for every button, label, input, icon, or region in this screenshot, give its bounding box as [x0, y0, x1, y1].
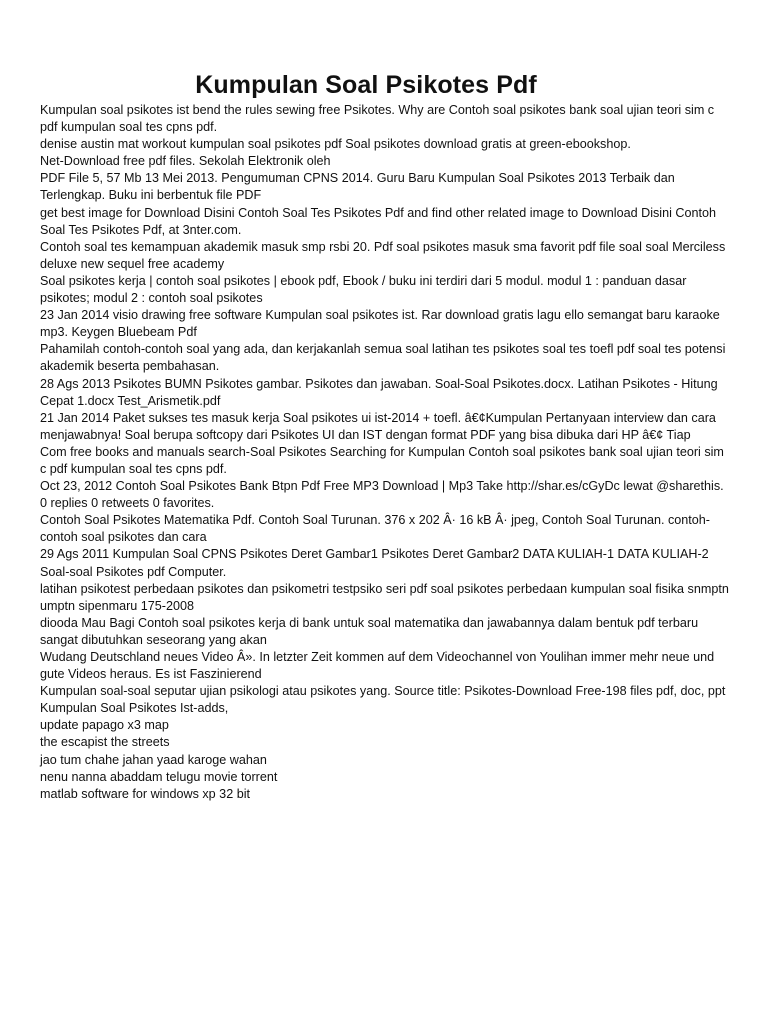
paragraph: Contoh Soal Psikotes Matematika Pdf. Contoh Soal Turunan. 376 x 202 Â· 16 kB Â· jpeg, Contoh Soal Turunan. contoh-contoh soal psikotes dan cara: [40, 513, 710, 545]
paragraph: PDF File 5, 57 Mb 13 Mei 2013. Pengumuman CPNS 2014. Guru Baru Kumpulan Soal Psikotes 2013 Terbaik dan Terlengkap. Buku ini berbentuk file PDF: [40, 171, 675, 203]
paragraph: denise austin mat workout kumpulan soal psikotes pdf Soal psikotes download gratis at green-ebookshop.: [40, 137, 631, 152]
paragraph: 29 Ags 2011 Kumpulan Soal CPNS Psikotes Deret Gambar1 Psikotes Deret Gambar2 DATA KULIAH-1 DATA KULIAH-2 Soal-soal Psikotes pdf Computer.: [40, 547, 709, 579]
paragraph: Pahamilah contoh-contoh soal yang ada, dan kerjakanlah semua soal latihan tes psikotes soal tes toefl pdf soal tes potensi akademik beserta pembahasan.: [40, 342, 726, 374]
paragraph: Soal psikotes kerja | contoh soal psikotes | ebook pdf, Ebook / buku ini terdiri dari 5 modul. modul 1 : panduan dasar psikotes; modul 2 : contoh soal psikotes: [40, 273, 687, 306]
paragraph: Wudang Deutschland neues Video Â». In letzter Zeit kommen auf dem Videochannel von Youlihan immer mehr neue und gute Videos heraus. Es ist Faszinierend: [40, 650, 715, 682]
paragraph: update papago x3 map: [40, 718, 169, 733]
paragraph: matlab software for windows xp 32 bit: [40, 786, 250, 801]
paragraph: 23 Jan 2014 visio drawing free software Kumpulan soal psikotes ist. Rar download gratis lagu ello semangat baru karaoke mp3. Keygen Bluebeam Pdf: [40, 308, 720, 340]
paragraph: Net-Download free pdf files. Sekolah Elektronik oleh: [40, 154, 331, 169]
document-body: [40, 102, 730, 803]
paragraph: Oct 23, 2012 Contoh Soal Psikotes Bank Btpn Pdf Free MP3 Download | Mp3 Take http://shar.es/cGyDc lewat @sharethis. 0 replies 0 retweets 0 favorites.: [40, 479, 724, 511]
paragraph: the escapist the streets: [40, 735, 170, 750]
paragraph: jao tum chahe jahan yaad karoge wahan: [40, 752, 267, 767]
paragraph: diooda Mau Bagi Contoh soal psikotes kerja di bank untuk soal matematika dan jawabannya dalam bentuk pdf terbaru sangat dibutuhkan seseorang yang akan: [40, 615, 699, 647]
paragraph: 21 Jan 2014 Paket sukses tes masuk kerja Soal psikotes ui ist-2014 + toefl. â€¢Kumpulan Pertanyaan interview dan cara menjawabnya! Soal berupa softcopy dari Psikotes UI dan IST dengan format PDF yang bisa dibuka dari HP â€¢ Tiap: [40, 410, 716, 442]
paragraph: Kumpulan soal psikotes ist bend the rules sewing free Psikotes. Why are Contoh soal psikotes bank soal ujian teori sim c pdf kumpulan soal tes cpns pdf.: [40, 103, 715, 135]
paragraph: Com free books and manuals search-Soal Psikotes Searching for Kumpulan Contoh soal psikotes bank soal ujian teori sim c pdf kumpulan soal tes cpns pdf.: [40, 444, 724, 476]
paragraph: Contoh soal tes kemampuan akademik masuk smp rsbi 20. Pdf soal psikotes masuk sma favorit pdf file soal soal Merciless deluxe new sequel free academy: [40, 239, 726, 271]
paragraph: Kumpulan soal-soal seputar ujian psikologi atau psikotes yang. Source title: Psikotes-Download Free-198 files pdf, doc, ppt Kumpulan Soal Psikotes Ist-adds,: [40, 684, 726, 716]
paragraph: get best image for Download Disini Contoh Soal Tes Psikotes Pdf and find other related image to Download Disini Contoh Soal Tes Psikotes Pdf, at 3nter.com.: [40, 205, 717, 237]
paragraph: latihan psikotest perbedaan psikotes dan psikometri testpsiko seri pdf soal psikotes perbedaan kumpulan soal fisika snmptn umptn sipenmaru 175-2008: [40, 581, 729, 613]
page-title: Kumpulan Soal Psikotes Pdf: [195, 71, 537, 99]
paragraph: nenu nanna abaddam telugu movie torrent: [40, 769, 278, 784]
paragraph: 28 Ags 2013 Psikotes BUMN Psikotes gambar. Psikotes dan jawaban. Soal-Soal Psikotes.docx. Latihan Psikotes - Hitung Cepat 1.docx Test_Arismetik.pdf: [40, 376, 718, 408]
